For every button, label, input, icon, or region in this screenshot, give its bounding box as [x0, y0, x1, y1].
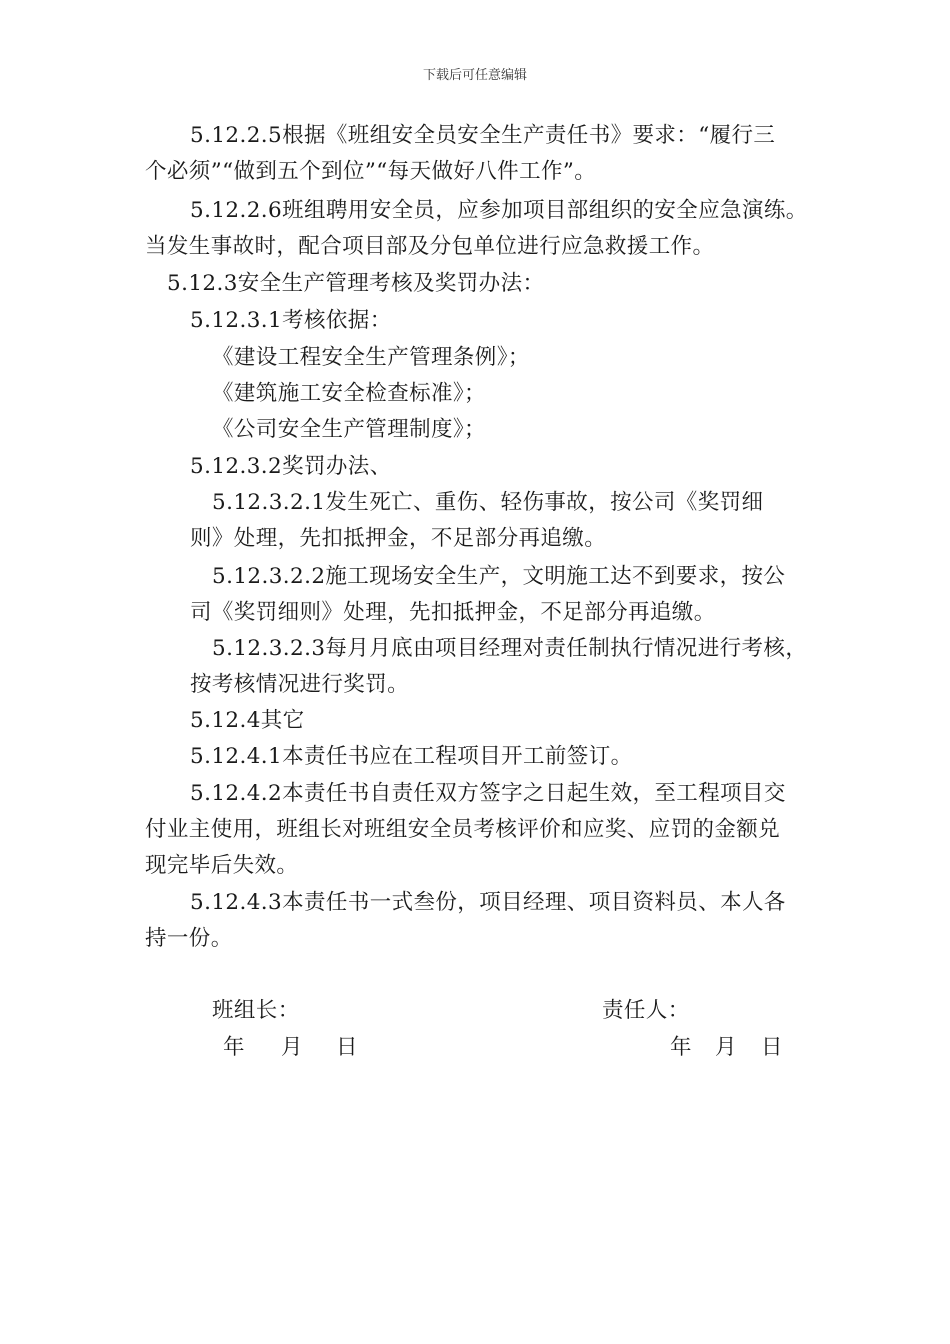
text-line: 《公司安全生产管理制度》； [212, 417, 486, 442]
text-line: 个必须”“做到五个到位”“每天做好八件工作”。 [145, 159, 597, 184]
responsible-person-label: 责任人： [602, 998, 690, 1023]
text-line: 5.12.4其它 [190, 708, 305, 733]
text-line: 5.12.4.3本责任书一式叁份，项目经理、项目资料员、本人各 [190, 890, 786, 915]
text-line: 5.12.3.2.1发生死亡、重伤、轻伤事故，按公司《奖罚细 [212, 490, 764, 515]
text-line: 现完毕后失效。 [145, 853, 299, 878]
text-line: 持一份。 [145, 926, 233, 951]
text-line: 5.12.2.5根据《班组安全员安全生产责任书》要求：“履行三 [190, 123, 776, 148]
text-line: 付业主使用，班组长对班组安全员考核评价和应奖、应罚的金额兑 [145, 817, 781, 842]
text-line: 按考核情况进行奖罚。 [190, 672, 410, 697]
text-line: 5.12.3安全生产管理考核及奖罚办法： [167, 271, 545, 296]
right-date-day: 日 [761, 1035, 783, 1060]
text-line: 5.12.2.6班组聘用安全员，应参加项目部组织的安全应急演练。 [190, 198, 808, 223]
text-line: 5.12.4.1本责任书应在工程项目开工前签订。 [190, 744, 633, 769]
text-line: 《建筑施工安全检查标准》； [212, 381, 486, 406]
text-line: 5.12.3.2.2施工现场安全生产，文明施工达不到要求，按公 [212, 564, 786, 589]
text-line: 当发生事故时，配合项目部及分包单位进行应急救援工作。 [145, 234, 715, 259]
team-leader-label: 班组长： [212, 998, 300, 1023]
text-line: 则》处理，先扣抵押金，不足部分再追缴。 [190, 526, 607, 551]
left-date-month: 月 [281, 1035, 303, 1060]
right-date-year: 年 [670, 1035, 692, 1060]
text-line: 5.12.3.2.3每月月底由项目经理对责任制执行情况进行考核， [212, 636, 808, 661]
text-line: 司《奖罚细则》处理，先扣抵押金，不足部分再追缴。 [190, 600, 716, 625]
left-date-day: 日 [336, 1035, 358, 1060]
page-header: 下载后可任意编辑 [422, 68, 527, 83]
text-line: 5.12.3.1考核依据： [190, 308, 392, 333]
text-line: 5.12.3.2奖罚办法、 [190, 454, 392, 479]
right-date-month: 月 [715, 1035, 737, 1060]
left-date-year: 年 [223, 1035, 245, 1060]
text-line: 《建设工程安全生产管理条例》； [212, 345, 530, 370]
text-line: 5.12.4.2本责任书自责任双方签字之日起生效，至工程项目交 [190, 781, 786, 806]
